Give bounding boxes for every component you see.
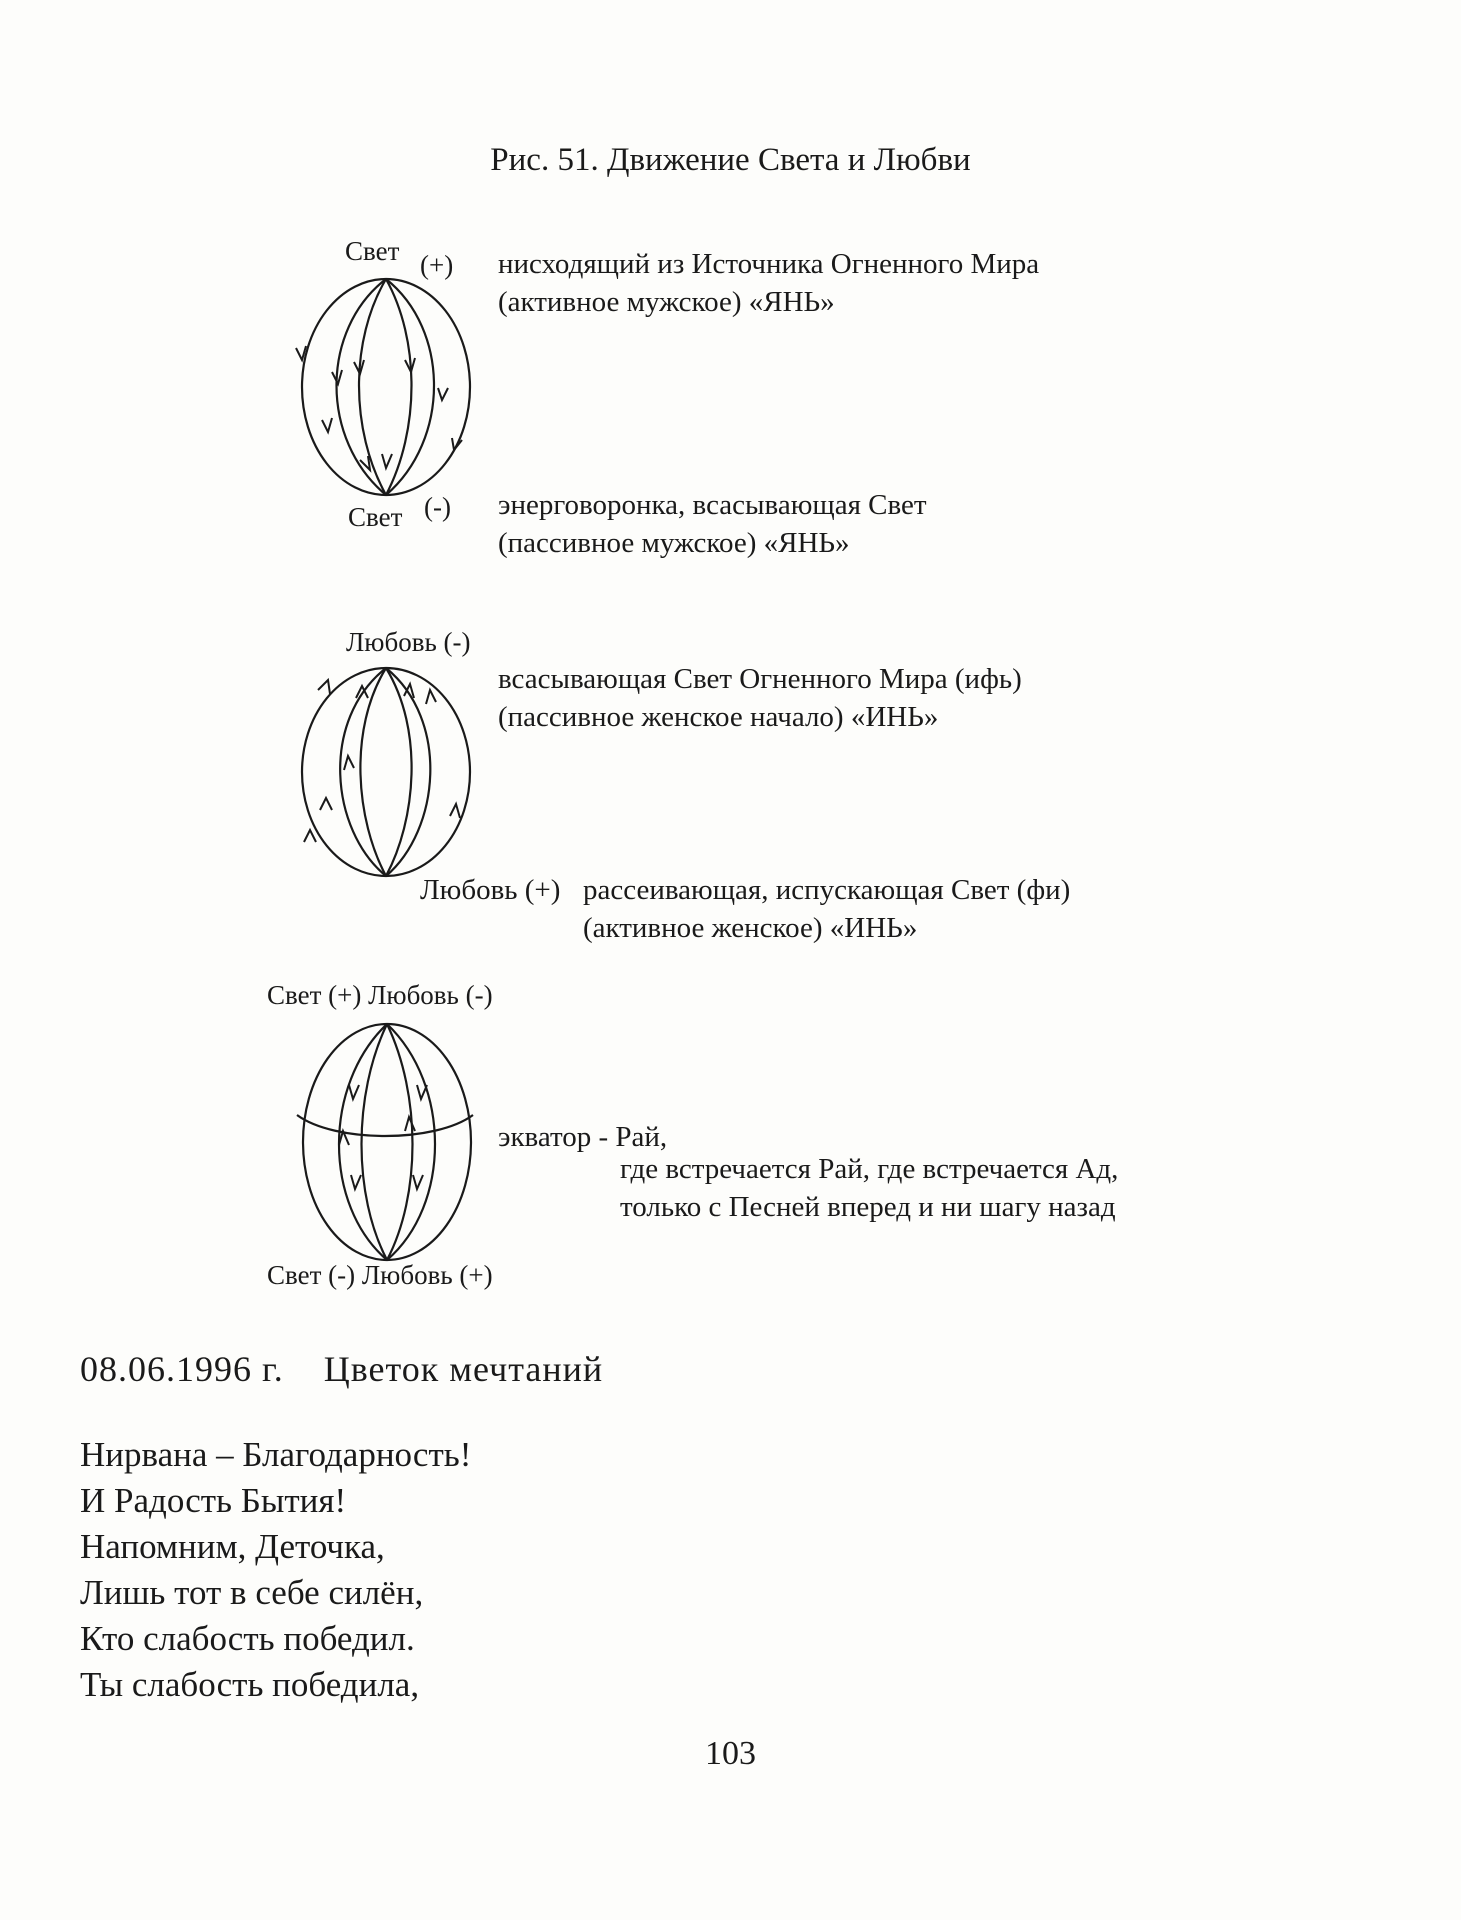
arrow-up-icon [404, 684, 414, 698]
diagram2-meridian [340, 668, 386, 876]
diagram3-equator-label: экватор - Рай, [498, 1121, 668, 1153]
poem-line: Лишь тот в себе силён, [80, 1573, 424, 1612]
arrow-up-icon [344, 756, 354, 770]
diagram1-bottom-description [498, 486, 927, 562]
entry-title: Цветок мечтаний [323, 1349, 604, 1389]
description-line: где встречается Рай, где встречается Ад, [620, 1153, 1119, 1185]
diagram1-bottom-sign: (-) [424, 492, 451, 522]
figure-caption: Рис. 51. Движение Света и Любви [490, 142, 971, 178]
poem-line: Нирвана – Благодарность! [80, 1435, 472, 1474]
diagram1-outer-ellipse [302, 279, 470, 495]
description-line: (пассивное мужское) «ЯНЬ» [498, 527, 850, 559]
page-number: 103 [705, 1735, 756, 1772]
arrow-down-icon [438, 388, 448, 400]
diagram1-top-sign: (+) [420, 250, 454, 280]
arrow-up-icon [405, 1117, 415, 1131]
poem-line: И Радость Бытия! [80, 1481, 347, 1520]
diagram2-love-sphere [290, 660, 480, 885]
diagram1-bottom-label: Свет [348, 502, 403, 532]
diagram2-meridian [386, 668, 412, 876]
diagram1-meridian [386, 279, 412, 495]
arrow-down-icon [382, 454, 392, 468]
arrow-up-icon [320, 798, 332, 810]
diagram3-equator [297, 1115, 473, 1136]
diagram2-bottom-description [583, 871, 1070, 947]
poem-line: Напомним, Деточка, [80, 1527, 385, 1566]
diagram2-bottom-label: Любовь (+) [420, 874, 561, 906]
entry-heading [80, 1348, 603, 1390]
diagram3-outer-ellipse [303, 1024, 471, 1260]
poem-line: Ты слабость победила, [80, 1665, 420, 1704]
diagram3-meridian [387, 1024, 435, 1260]
arrow-down-icon [417, 1085, 427, 1099]
diagram2-meridian [360, 668, 386, 876]
diagram3-top-label: Свет (+) Любовь (-) [267, 980, 493, 1010]
diagram1-light-sphere [290, 270, 480, 500]
diagram3-bottom-label: Свет (-) Любовь (+) [267, 1260, 493, 1290]
diagram3-meridian [339, 1024, 387, 1260]
diagram3-meridian [387, 1024, 413, 1260]
description-line: нисходящий из Источника Огненного Мира [498, 248, 1040, 280]
description-line: (активное женское) «ИНЬ» [583, 912, 918, 944]
description-line: только с Песней вперед и ни шагу назад [620, 1191, 1116, 1223]
diagram2-top-label: Любовь (-) [346, 627, 471, 657]
diagram1-meridian [386, 279, 434, 495]
arrow-up-icon [450, 804, 460, 818]
diagram1-top-description [498, 245, 1039, 321]
diagram2-top-description [498, 660, 1022, 736]
poem-line: Кто слабость победил. [80, 1619, 415, 1658]
diagram2-meridian [386, 668, 430, 876]
description-line: всасывающая Свет Огненного Мира (ифь) [498, 663, 1022, 695]
poem [80, 1432, 471, 1708]
diagram2-outer-ellipse [302, 668, 470, 876]
diagram3-meridian [362, 1024, 388, 1260]
arrow-up-icon [426, 690, 436, 704]
diagram3-equator-description [620, 1150, 1118, 1226]
diagram1-top-label: Свет [345, 236, 400, 266]
arrow-up-icon [318, 680, 330, 694]
description-line: (активное мужское) «ЯНЬ» [498, 286, 835, 318]
arrow-down-icon [322, 418, 332, 432]
arrow-down-icon [351, 1175, 361, 1189]
entry-date: 08.06.1996 г. [80, 1349, 284, 1389]
description-line: рассеивающая, испускающая Свет (фи) [583, 874, 1071, 906]
arrow-down-icon [413, 1175, 423, 1189]
diagram3-combined-sphere [295, 1015, 485, 1270]
arrow-down-icon [349, 1085, 359, 1099]
description-line: (пассивное женское начало) «ИНЬ» [498, 701, 939, 733]
arrow-up-icon [304, 830, 316, 842]
description-line: энерговоронка, всасывающая Свет [498, 489, 927, 521]
